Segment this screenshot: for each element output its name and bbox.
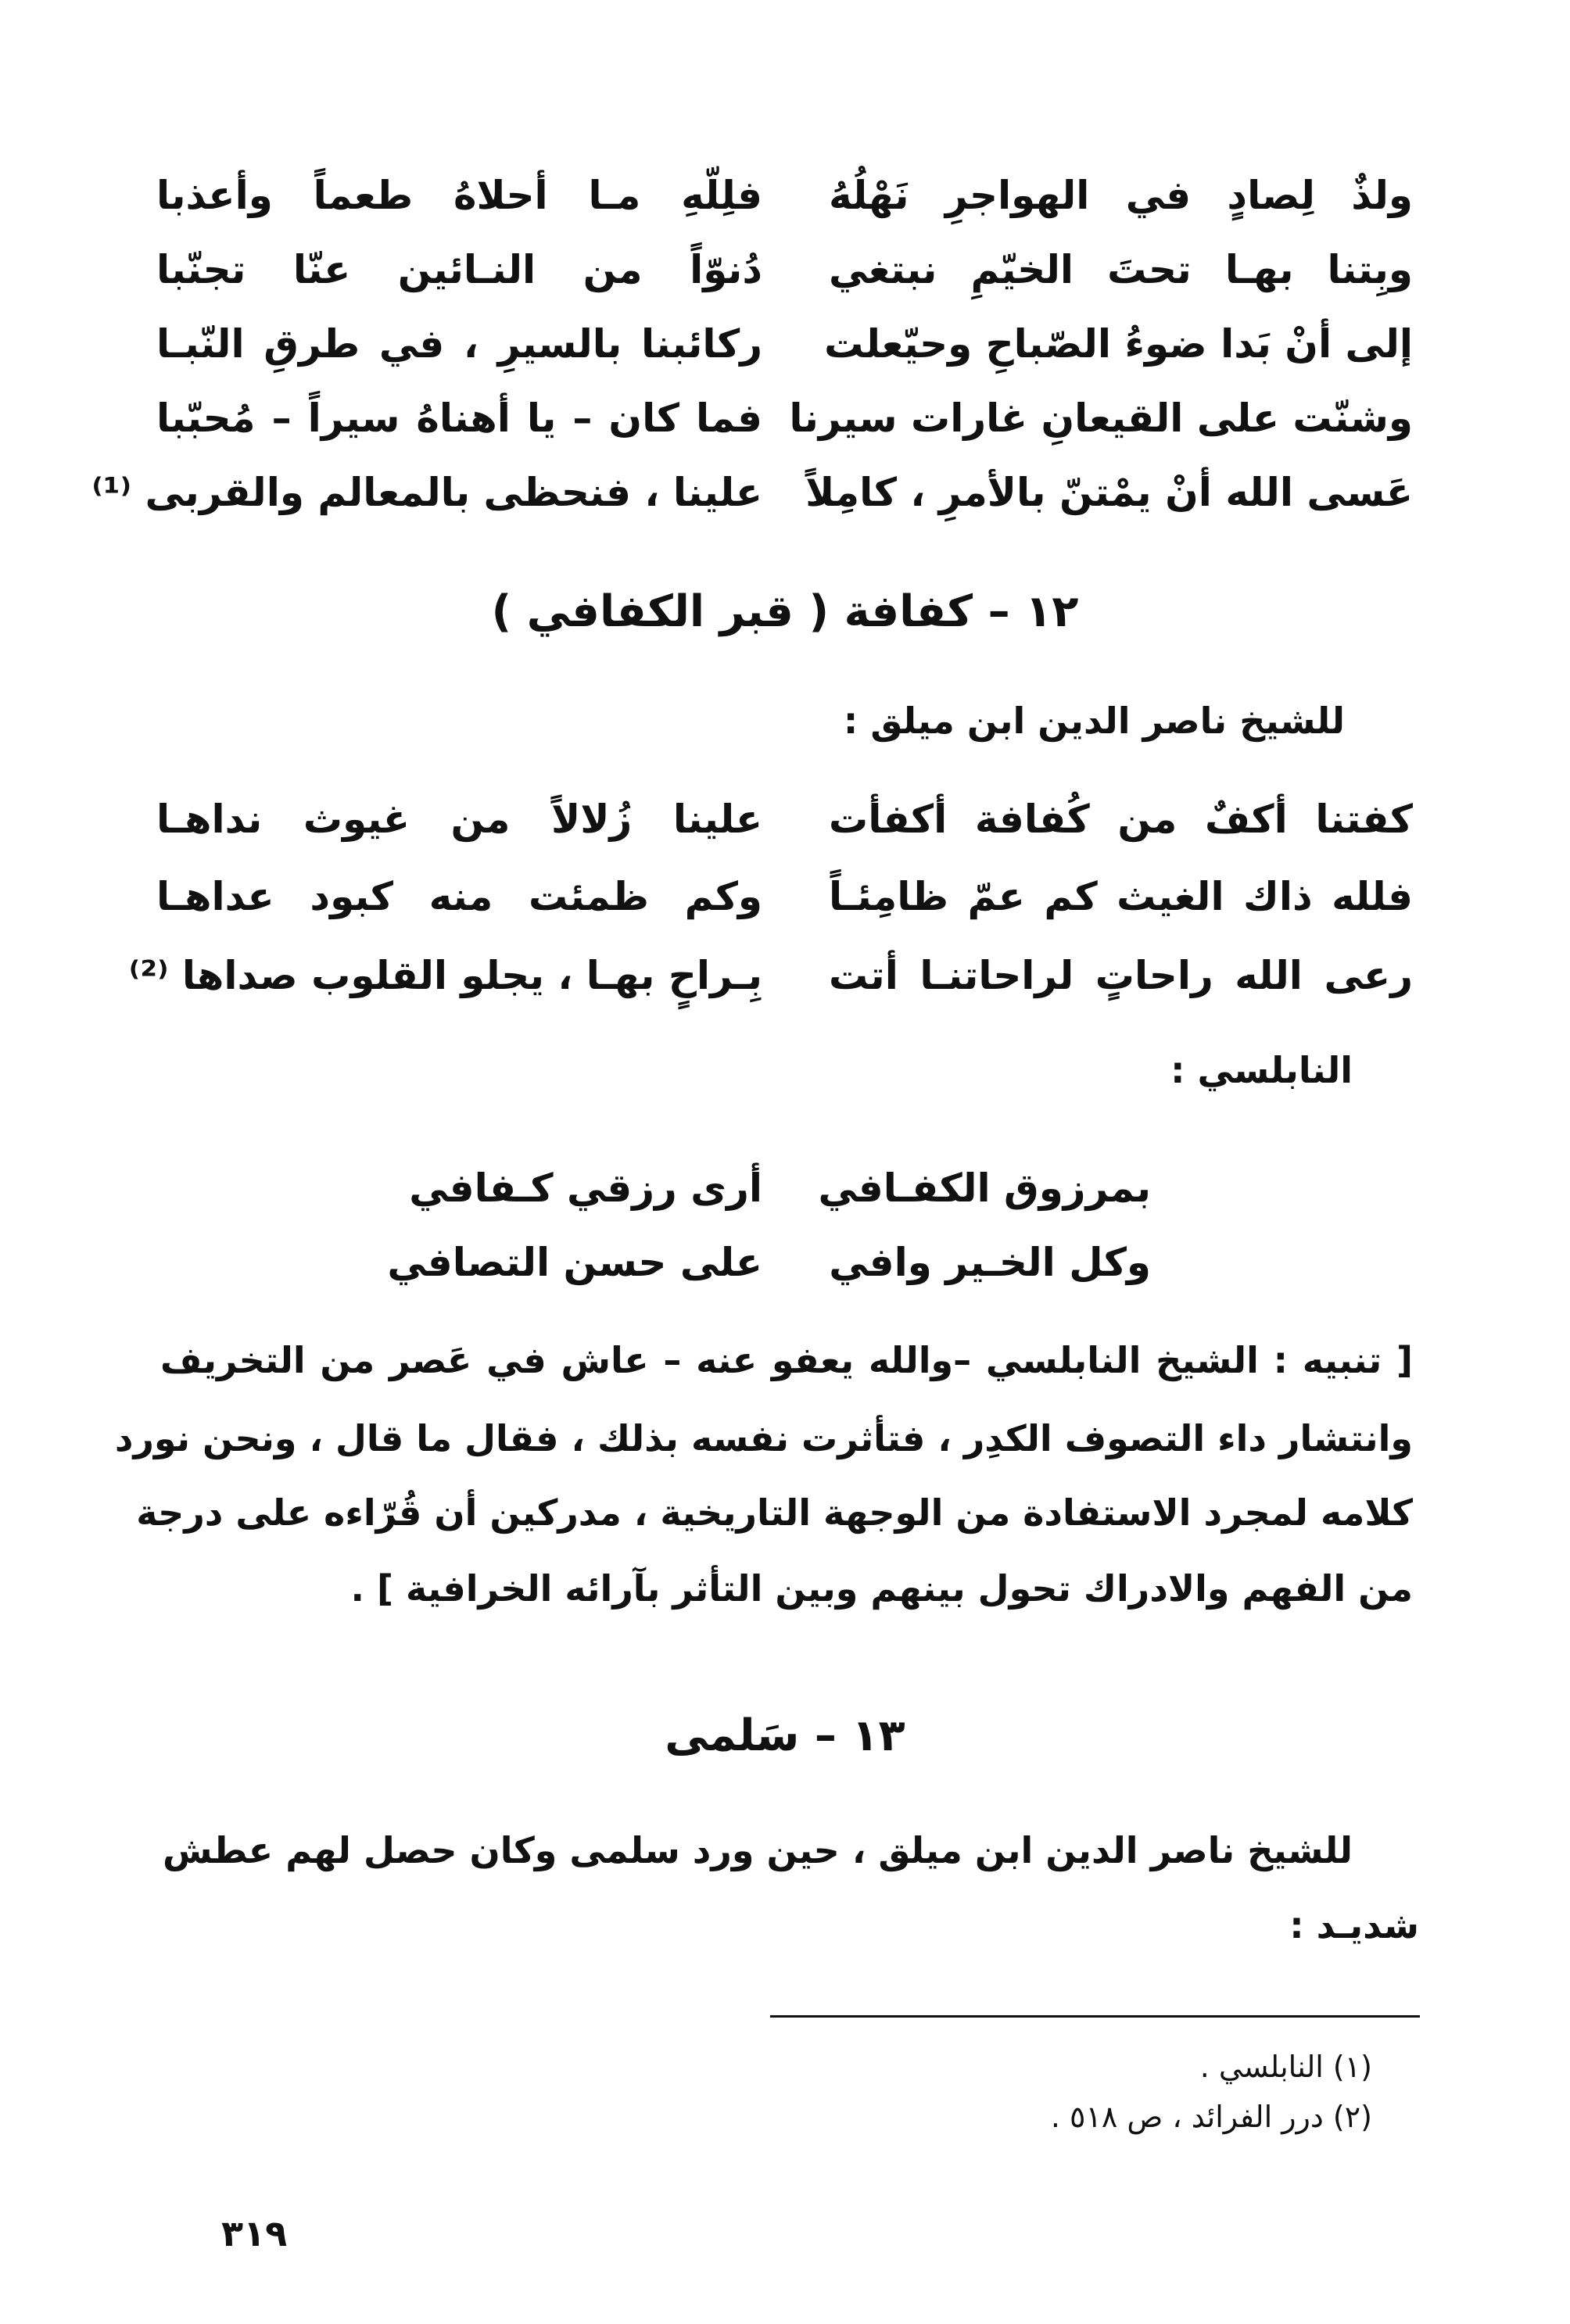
verse-3-left: ركائبنا بالسيرِ ، في طرقِ النّبـا: [156, 321, 762, 367]
short-verse-2-right: وكل الخـير وافي: [829, 1240, 1151, 1285]
footnote-1: (١) النابلسي .: [1199, 2050, 1372, 2084]
verse-1-right: ولذٌ لِصادٍ في الهواجرِ نَهْلُهُ: [829, 173, 1413, 218]
section-12-heading: ١٢ – كفافة ( قبر الكفافي ): [491, 586, 1079, 637]
footnote-2: (٢) درر الفرائد ، ص ٥١٨ .: [1050, 2100, 1372, 2134]
verse-2-left: دُنوّاً من النـائين عنّا تجنّبا: [156, 247, 762, 292]
verse-2-right: وبِتنا بهـا تحتَ الخيّمِ نبتغي: [829, 247, 1413, 292]
s12-verse-1-left: علينا زُلالاً من غيوث نداهـا: [156, 797, 762, 842]
verse-5-right: عَسى الله أنْ يمْتنّ بالأمرِ ، كامِلاً: [805, 470, 1413, 515]
footnote-divider: [770, 2015, 1420, 2018]
section-13-line: للشيخ ناصر الدين ابن ميلق ، حين ورد سلمى وكان حصل لهم عطش: [162, 1829, 1353, 1871]
verse-4-left: فما كان – يا أهناهُ سيراً – مُحبّبا: [156, 396, 762, 441]
s12-verse-3-right: رعى الله راحاتٍ لراحاتنـا أتت: [829, 953, 1413, 998]
section-12-intro: للشيخ ناصر الدين ابن ميلق :: [843, 700, 1345, 742]
verse-3-right: إلى أنْ بَدا ضوءُ الصّباحِ وحيّعلت: [824, 321, 1413, 367]
verse-4-right: وشنّت على القيعانِ غارات سيرنا: [789, 396, 1413, 441]
section-12-intro-2: النابلسي :: [1170, 1049, 1353, 1091]
section-13-line: شديـد :: [1289, 1904, 1419, 1946]
s12-verse-2-right: فلله ذاك الغيث كم عمّ ظامِئـاً: [829, 874, 1413, 919]
s12-verse-3-left: بِـراحٍ بهـا ، يجلو القلوب صداها ⁽²⁾: [128, 953, 762, 998]
note-line: كلامه لمجرد الاستفادة من الوجهة التاريخية ، مدركين أن قُرّاءه على درجة: [136, 1491, 1413, 1534]
s12-verse-2-left: وكم ظمئت منه كبود عداهـا: [156, 874, 762, 919]
page-number: ٣١٩: [221, 2212, 288, 2254]
verse-1-left: فلِلّهِ مـا أحلاهُ طعماً وأعذبا: [156, 173, 762, 218]
s12-verse-1-right: كفتنا أكفٌ من كُفافة أكفأت: [829, 797, 1413, 842]
short-verse-1-right: بمرزوق الكفـافي: [818, 1166, 1151, 1211]
note-line: من الفهم والادراك تحول بينهم وبين التأثر بآرائه الخرافية ] .: [350, 1567, 1413, 1610]
section-13-heading: ١٣ – سَلمى: [665, 1710, 905, 1761]
note-line: [ تنبيه : الشيخ النابلسي –والله يعفو عنه – عاش في عَصر من التخريف: [160, 1339, 1413, 1381]
short-verse-1-left: أرى رزقي كـفافي: [409, 1166, 762, 1211]
short-verse-2-left: على حسن التصافي: [387, 1240, 762, 1285]
verse-5-left: علينا ، فنحظى بالمعالم والقربى ⁽¹⁾: [91, 470, 762, 515]
note-line: وانتشار داء التصوف الكدِر ، فتأثرت نفسه بذلك ، فقال ما قال ، ونحن نورد: [114, 1417, 1413, 1459]
